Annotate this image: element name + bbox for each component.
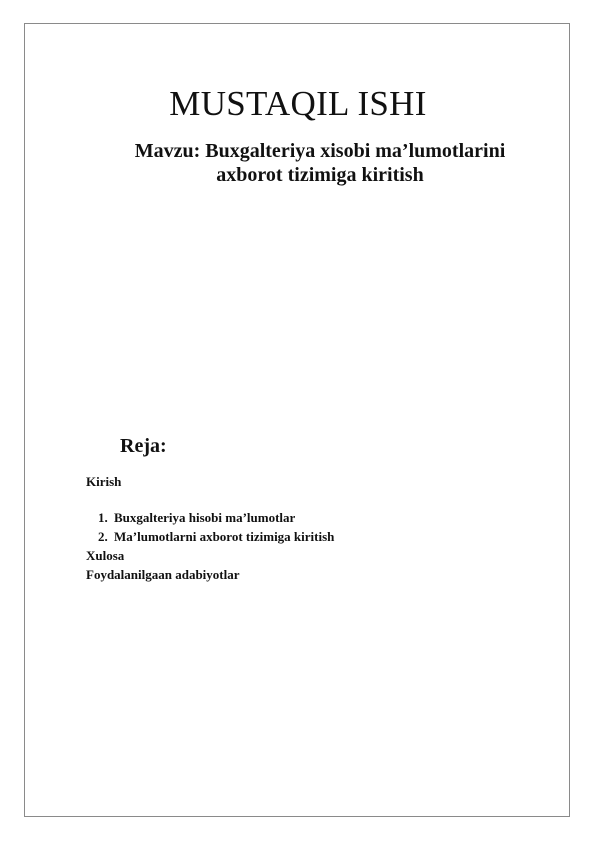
document-title: MUSTAQIL ISHI — [169, 84, 427, 123]
contents-item-number: 2. — [98, 529, 108, 544]
contents-item-text: Buxgalteriya hisobi ma’lumotlar — [114, 510, 296, 525]
contents-item-text: Ma’lumotlarni axborot tizimiga kiritish — [114, 529, 335, 544]
contents-spacer — [86, 491, 334, 508]
plan-heading: Reja: — [120, 435, 167, 457]
contents-references: Foydalanilgaan adabiyotlar — [86, 567, 240, 582]
document-subtitle — [90, 139, 550, 187]
contents-item — [86, 508, 334, 527]
contents-conclusion: Xulosa — [86, 548, 125, 563]
contents-item-number: 1. — [98, 510, 108, 525]
table-of-contents — [86, 472, 334, 584]
subtitle-line-2: axborot tizimiga kiritish — [216, 164, 424, 186]
contents-item — [86, 527, 334, 546]
subtitle-line-1: Mavzu: Buxgalteriya xisobi ma’lumotlarini — [134, 140, 506, 162]
contents-intro: Kirish — [86, 474, 122, 489]
